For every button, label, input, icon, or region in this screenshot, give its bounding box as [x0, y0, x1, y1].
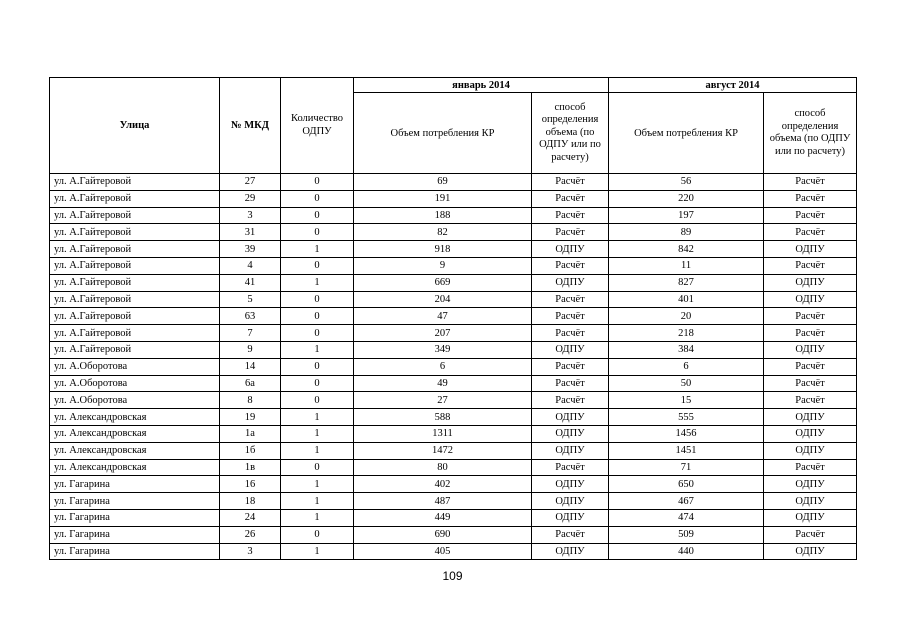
period-january-header: январь 2014: [354, 78, 609, 93]
volume-august-cell: 15: [609, 392, 764, 409]
street-cell: ул. Гагарина: [50, 526, 220, 543]
street-cell: ул. А.Гайтеровой: [50, 207, 220, 224]
method-august-cell: ОДПУ: [764, 291, 857, 308]
mkd-cell: 6а: [220, 375, 281, 392]
street-cell: ул. Александровская: [50, 409, 220, 426]
street-cell: ул. А.Гайтеровой: [50, 308, 220, 325]
table-row: [50, 308, 857, 325]
table-row: [50, 224, 857, 241]
method-august-cell: ОДПУ: [764, 442, 857, 459]
volume-august-cell: 474: [609, 509, 764, 526]
street-cell: ул. А.Гайтеровой: [50, 190, 220, 207]
consumption-table: [49, 77, 857, 560]
street-cell: ул. А.Гайтеровой: [50, 325, 220, 342]
volume-january-cell: 27: [354, 392, 532, 409]
street-cell: ул. Гагарина: [50, 509, 220, 526]
volume-august-cell: 555: [609, 409, 764, 426]
odpu-count-header: Количество ОДПУ: [281, 78, 354, 174]
table-row: [50, 325, 857, 342]
odpu-count-cell: 0: [281, 392, 354, 409]
method-january-cell: Расчёт: [532, 375, 609, 392]
volume-january-cell: 80: [354, 459, 532, 476]
mkd-cell: 3: [220, 543, 281, 560]
volume-august-cell: 20: [609, 308, 764, 325]
table-row: [50, 241, 857, 258]
volume-january-cell: 207: [354, 325, 532, 342]
mkd-cell: 3: [220, 207, 281, 224]
method-january-cell: ОДПУ: [532, 241, 609, 258]
volume-january-cell: 449: [354, 509, 532, 526]
street-cell: ул. Александровская: [50, 459, 220, 476]
table-row: [50, 442, 857, 459]
mkd-cell: 26: [220, 526, 281, 543]
method-august-cell: Расчёт: [764, 325, 857, 342]
mkd-cell: 5: [220, 291, 281, 308]
method-january-cell: Расчёт: [532, 174, 609, 191]
method-january-cell: Расчёт: [532, 257, 609, 274]
method-january-cell: Расчёт: [532, 190, 609, 207]
street-cell: ул. А.Гайтеровой: [50, 241, 220, 258]
table-row: [50, 274, 857, 291]
volume-august-cell: 6: [609, 358, 764, 375]
volume-august-cell: 89: [609, 224, 764, 241]
volume-january-cell: 690: [354, 526, 532, 543]
mkd-cell: 4: [220, 257, 281, 274]
page-number: 109: [442, 569, 463, 583]
street-cell: ул. А.Оборотова: [50, 375, 220, 392]
volume-january-cell: 47: [354, 308, 532, 325]
method-january-cell: Расчёт: [532, 291, 609, 308]
method-august-cell: ОДПУ: [764, 493, 857, 510]
volume-august-cell: 71: [609, 459, 764, 476]
table-row: [50, 509, 857, 526]
volume-header-august: Объем потребления КР: [609, 93, 764, 174]
street-cell: ул. А.Оборотова: [50, 392, 220, 409]
method-august-cell: ОДПУ: [764, 241, 857, 258]
table-row: [50, 375, 857, 392]
method-january-cell: Расчёт: [532, 224, 609, 241]
table-row: [50, 190, 857, 207]
table-row: [50, 392, 857, 409]
mkd-cell: 1а: [220, 425, 281, 442]
street-cell: ул. А.Оборотова: [50, 358, 220, 375]
table-row: [50, 174, 857, 191]
method-august-cell: ОДПУ: [764, 409, 857, 426]
odpu-count-cell: 1: [281, 493, 354, 510]
odpu-count-cell: 1: [281, 409, 354, 426]
volume-january-cell: 1472: [354, 442, 532, 459]
odpu-count-cell: 0: [281, 224, 354, 241]
volume-august-cell: 384: [609, 341, 764, 358]
odpu-count-cell: 1: [281, 543, 354, 560]
volume-january-cell: 69: [354, 174, 532, 191]
street-cell: ул. Гагарина: [50, 543, 220, 560]
method-august-cell: Расчёт: [764, 392, 857, 409]
odpu-count-cell: 0: [281, 207, 354, 224]
mkd-cell: 7: [220, 325, 281, 342]
method-august-cell: ОДПУ: [764, 425, 857, 442]
method-january-cell: Расчёт: [532, 459, 609, 476]
volume-january-cell: 487: [354, 493, 532, 510]
volume-august-cell: 827: [609, 274, 764, 291]
odpu-count-cell: 0: [281, 358, 354, 375]
odpu-count-cell: 1: [281, 476, 354, 493]
street-cell: ул. А.Гайтеровой: [50, 257, 220, 274]
odpu-count-cell: 1: [281, 425, 354, 442]
street-cell: ул. Александровская: [50, 442, 220, 459]
method-august-cell: Расчёт: [764, 174, 857, 191]
mkd-header: № МКД: [220, 78, 281, 174]
method-january-cell: ОДПУ: [532, 341, 609, 358]
volume-january-cell: 402: [354, 476, 532, 493]
odpu-count-cell: 0: [281, 459, 354, 476]
method-january-cell: Расчёт: [532, 392, 609, 409]
mkd-cell: 18: [220, 493, 281, 510]
mkd-cell: 63: [220, 308, 281, 325]
mkd-cell: 31: [220, 224, 281, 241]
method-january-cell: ОДПУ: [532, 274, 609, 291]
method-august-cell: ОДПУ: [764, 341, 857, 358]
volume-january-cell: 6: [354, 358, 532, 375]
street-cell: ул. А.Гайтеровой: [50, 224, 220, 241]
method-august-cell: Расчёт: [764, 459, 857, 476]
volume-august-cell: 218: [609, 325, 764, 342]
period-august-header: август 2014: [609, 78, 857, 93]
method-january-cell: Расчёт: [532, 308, 609, 325]
table-row: [50, 257, 857, 274]
table-row: [50, 526, 857, 543]
mkd-cell: 1б: [220, 442, 281, 459]
volume-august-cell: 650: [609, 476, 764, 493]
table-body: [50, 174, 857, 560]
volume-august-cell: 50: [609, 375, 764, 392]
mkd-cell: 29: [220, 190, 281, 207]
volume-august-cell: 197: [609, 207, 764, 224]
method-august-cell: Расчёт: [764, 308, 857, 325]
volume-january-cell: 49: [354, 375, 532, 392]
volume-january-cell: 405: [354, 543, 532, 560]
table-row: [50, 459, 857, 476]
method-august-cell: Расчёт: [764, 526, 857, 543]
method-january-cell: Расчёт: [532, 526, 609, 543]
volume-january-cell: 191: [354, 190, 532, 207]
volume-august-cell: 440: [609, 543, 764, 560]
method-august-cell: Расчёт: [764, 375, 857, 392]
odpu-count-cell: 0: [281, 308, 354, 325]
street-cell: ул. А.Гайтеровой: [50, 291, 220, 308]
odpu-count-cell: 1: [281, 442, 354, 459]
table-row: [50, 409, 857, 426]
street-cell: ул. А.Гайтеровой: [50, 341, 220, 358]
street-cell: ул. Александровская: [50, 425, 220, 442]
table-row: [50, 476, 857, 493]
method-august-cell: Расчёт: [764, 224, 857, 241]
mkd-cell: 9: [220, 341, 281, 358]
method-january-cell: ОДПУ: [532, 442, 609, 459]
mkd-cell: 39: [220, 241, 281, 258]
volume-august-cell: 220: [609, 190, 764, 207]
table-row: [50, 291, 857, 308]
street-header: Улица: [50, 78, 220, 174]
method-august-cell: ОДПУ: [764, 509, 857, 526]
method-january-cell: Расчёт: [532, 325, 609, 342]
method-header-august: способ определения объема (по ОДПУ или по расчету): [764, 93, 857, 174]
street-cell: ул. А.Гайтеровой: [50, 174, 220, 191]
mkd-cell: 27: [220, 174, 281, 191]
odpu-count-cell: 1: [281, 341, 354, 358]
street-cell: ул. Гагарина: [50, 493, 220, 510]
method-january-cell: Расчёт: [532, 207, 609, 224]
volume-january-cell: 588: [354, 409, 532, 426]
method-august-cell: ОДПУ: [764, 274, 857, 291]
volume-august-cell: 401: [609, 291, 764, 308]
volume-header-january: Объем потребления КР: [354, 93, 532, 174]
odpu-count-cell: 0: [281, 375, 354, 392]
table-row: [50, 358, 857, 375]
volume-january-cell: 188: [354, 207, 532, 224]
table-row: [50, 493, 857, 510]
volume-august-cell: 1451: [609, 442, 764, 459]
mkd-cell: 14: [220, 358, 281, 375]
volume-january-cell: 9: [354, 257, 532, 274]
volume-january-cell: 204: [354, 291, 532, 308]
method-january-cell: ОДПУ: [532, 425, 609, 442]
mkd-cell: 24: [220, 509, 281, 526]
table-row: [50, 207, 857, 224]
volume-january-cell: 349: [354, 341, 532, 358]
volume-january-cell: 82: [354, 224, 532, 241]
method-august-cell: Расчёт: [764, 358, 857, 375]
mkd-cell: 8: [220, 392, 281, 409]
method-august-cell: Расчёт: [764, 207, 857, 224]
odpu-count-cell: 1: [281, 241, 354, 258]
volume-august-cell: 56: [609, 174, 764, 191]
table-row: [50, 543, 857, 560]
odpu-count-cell: 0: [281, 291, 354, 308]
volume-january-cell: 918: [354, 241, 532, 258]
table-row: [50, 425, 857, 442]
volume-august-cell: 1456: [609, 425, 764, 442]
odpu-count-cell: 0: [281, 325, 354, 342]
mkd-cell: 41: [220, 274, 281, 291]
mkd-cell: 1в: [220, 459, 281, 476]
method-header-january: способ определения объема (по ОДПУ или по расчету): [532, 93, 609, 174]
volume-january-cell: 669: [354, 274, 532, 291]
volume-august-cell: 509: [609, 526, 764, 543]
table-row: [50, 341, 857, 358]
method-january-cell: ОДПУ: [532, 509, 609, 526]
volume-august-cell: 467: [609, 493, 764, 510]
method-august-cell: ОДПУ: [764, 476, 857, 493]
method-january-cell: ОДПУ: [532, 493, 609, 510]
odpu-count-cell: 0: [281, 190, 354, 207]
method-august-cell: ОДПУ: [764, 543, 857, 560]
volume-august-cell: 842: [609, 241, 764, 258]
header-row-top: [50, 78, 857, 93]
mkd-cell: 16: [220, 476, 281, 493]
street-cell: ул. Гагарина: [50, 476, 220, 493]
mkd-cell: 19: [220, 409, 281, 426]
method-january-cell: ОДПУ: [532, 409, 609, 426]
method-august-cell: Расчёт: [764, 190, 857, 207]
odpu-count-cell: 0: [281, 174, 354, 191]
method-january-cell: ОДПУ: [532, 476, 609, 493]
method-january-cell: ОДПУ: [532, 543, 609, 560]
table-header: [50, 78, 857, 174]
odpu-count-cell: 1: [281, 274, 354, 291]
odpu-count-cell: 1: [281, 509, 354, 526]
odpu-count-cell: 0: [281, 526, 354, 543]
method-august-cell: Расчёт: [764, 257, 857, 274]
street-cell: ул. А.Гайтеровой: [50, 274, 220, 291]
volume-january-cell: 1311: [354, 425, 532, 442]
odpu-count-cell: 0: [281, 257, 354, 274]
volume-august-cell: 11: [609, 257, 764, 274]
method-january-cell: Расчёт: [532, 358, 609, 375]
